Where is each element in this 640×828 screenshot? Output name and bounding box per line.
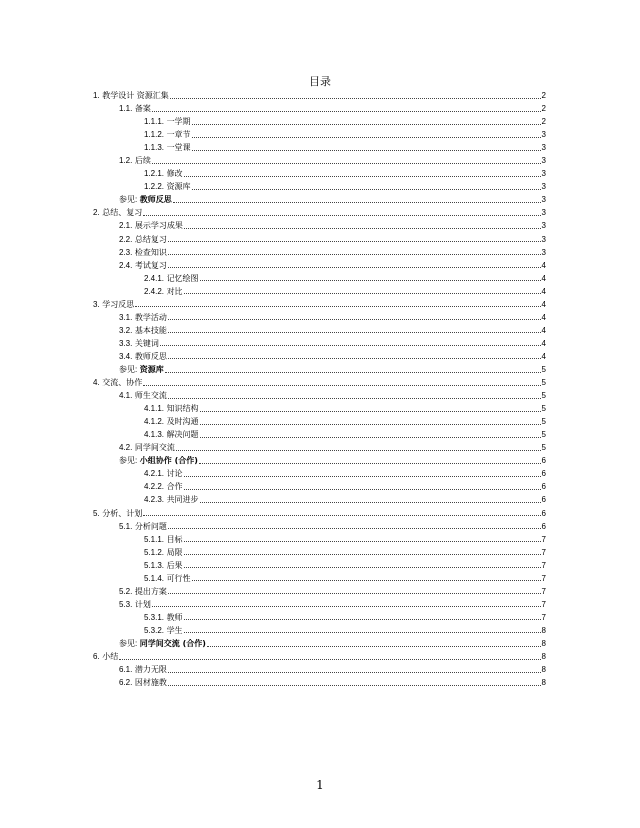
dot-leader [135, 305, 540, 307]
toc-entry[interactable] [93, 533, 546, 546]
toc-page-number: 3 [541, 156, 546, 166]
toc-entry-number: 5.3. [119, 599, 133, 609]
toc-entry-label [144, 611, 183, 624]
toc-entry-label [144, 115, 191, 128]
toc-page-number: 5 [541, 391, 546, 401]
dot-leader [184, 175, 541, 177]
dot-leader [200, 423, 541, 425]
toc-page-number: 4 [541, 286, 546, 296]
toc-entry-number: 4.2.1. [144, 469, 165, 479]
dot-leader [200, 501, 541, 503]
toc-page-number: 2 [541, 117, 546, 127]
toc-entry-text: 分析问题 [134, 521, 167, 531]
dot-leader [168, 331, 541, 333]
toc-entry-text: 讨论 [166, 469, 183, 479]
toc-entry[interactable] [93, 650, 546, 663]
toc-entry-number: 2. [93, 208, 100, 218]
toc-see-also-entry[interactable] [93, 193, 546, 206]
toc-entry[interactable] [93, 676, 546, 689]
toc-entry[interactable] [93, 246, 546, 259]
dot-leader [176, 449, 541, 451]
dot-leader [184, 540, 541, 542]
toc-entry[interactable] [93, 350, 546, 363]
toc-entry-text: 对比 [166, 286, 183, 296]
toc-entry-number: 5.1.3. [144, 560, 165, 570]
toc-entry-label [144, 285, 183, 298]
toc-entry-number: 6.2. [119, 678, 133, 688]
toc-entry-number: 2.3. [119, 247, 133, 257]
toc-entry[interactable] [93, 585, 546, 598]
toc-page-number: 7 [541, 599, 546, 609]
toc-page-number: 6 [541, 482, 546, 492]
toc-entry-number: 1.1.3. [144, 143, 165, 153]
toc-entry-label [119, 324, 167, 337]
toc-entry-label [119, 233, 167, 246]
toc-entry-number: 1.2.2. [144, 182, 165, 192]
toc-entry-text: 备案 [134, 104, 151, 114]
toc-entry-number: 4.1.2. [144, 417, 165, 427]
toc-page-number: 3 [541, 182, 546, 192]
see-also-target: 同学间交流 (合作) [139, 638, 206, 648]
toc-entry[interactable] [93, 559, 546, 572]
toc-entry-text: 局限 [166, 547, 183, 557]
toc-entry[interactable] [93, 402, 546, 415]
dot-leader [152, 605, 541, 607]
toc-page-number: 7 [541, 534, 546, 544]
toc-entry-text: 教学设计 资源汇集 [102, 91, 169, 100]
toc-entry-number: 5.2. [119, 586, 133, 596]
toc-page-number: 4 [541, 299, 546, 309]
toc-entry-number: 5. [93, 508, 100, 518]
dot-leader [184, 488, 541, 490]
toc-entry[interactable] [93, 546, 546, 559]
toc-entry-text: 资源库 [166, 182, 191, 192]
toc-entry-label [93, 376, 142, 389]
toc-entry-label [119, 663, 167, 676]
page-number: 1 [316, 778, 324, 792]
toc-entry-number: 3. [93, 299, 100, 309]
toc-entry-label [144, 572, 191, 585]
toc-entry-number: 1. [93, 91, 100, 100]
toc-entry[interactable] [93, 624, 546, 637]
toc-page-number: 5 [541, 364, 546, 374]
toc-entry[interactable] [93, 520, 546, 533]
toc-entry-label [144, 180, 191, 193]
toc-entry-text: 因材施教 [134, 678, 167, 688]
dot-leader [200, 279, 541, 281]
toc-page-number: 6 [541, 456, 546, 466]
dot-leader [170, 97, 541, 99]
toc-entry[interactable] [93, 441, 546, 454]
toc-page-number: 8 [541, 678, 546, 688]
toc-page-number: 8 [541, 652, 546, 662]
toc-entry-number: 2.1. [119, 221, 133, 231]
toc-entry-label [144, 415, 199, 428]
toc-entry-text: 教师反思 [134, 351, 167, 361]
toc-entry[interactable] [93, 233, 546, 246]
toc-entry-number: 3.1. [119, 312, 133, 322]
toc-page-number: 3 [541, 247, 546, 257]
dot-leader [199, 462, 541, 464]
toc-entry-label [144, 167, 183, 180]
toc-entry-number: 5.1.2. [144, 547, 165, 557]
toc-page-number: 3 [541, 221, 546, 231]
toc-entry[interactable] [93, 572, 546, 585]
toc-entry-label [119, 389, 167, 402]
toc-entry-text: 一学期 [166, 117, 191, 127]
toc-entry-text: 提出方案 [134, 586, 167, 596]
toc-list [93, 89, 546, 689]
toc-entry[interactable] [93, 324, 546, 337]
toc-entry[interactable] [93, 389, 546, 402]
toc-entry-text: 知识结构 [166, 404, 199, 414]
toc-entry-text: 一堂课 [166, 143, 191, 153]
toc-entry[interactable] [93, 337, 546, 350]
toc-entry-label [144, 272, 199, 285]
toc-entry-label [144, 402, 199, 415]
toc-entry-label [119, 454, 198, 467]
dot-leader [184, 631, 541, 633]
toc-entry-label [119, 219, 183, 232]
dot-leader [152, 162, 541, 164]
toc-title: 目录 [309, 75, 331, 88]
toc-page-number: 3 [541, 234, 546, 244]
toc-entry[interactable] [93, 428, 546, 441]
toc-entry-text: 一章节 [166, 130, 191, 140]
toc-page-number: 3 [541, 208, 546, 218]
dot-leader [207, 645, 541, 647]
toc-page-number: 6 [541, 521, 546, 531]
toc-entry-label [93, 89, 169, 102]
toc-entry-label [144, 428, 199, 441]
toc-entry-number: 1.2. [119, 156, 133, 166]
dot-leader [184, 292, 541, 294]
see-also-target: 教师反思 [139, 195, 172, 205]
toc-entry-text: 潜力无限 [134, 665, 167, 675]
toc-entry-text: 检查知识 [134, 247, 167, 257]
toc-entry-label [93, 206, 142, 219]
dot-leader [152, 110, 541, 112]
toc-page-number: 5 [541, 404, 546, 414]
toc-entry-label [144, 480, 183, 493]
toc-page-number: 6 [541, 508, 546, 518]
toc-entry[interactable] [93, 298, 546, 311]
toc-see-also-entry[interactable] [93, 363, 546, 376]
toc-page-number: 3 [541, 195, 546, 205]
toc-entry-label [144, 467, 183, 480]
toc-page-number: 4 [541, 312, 546, 322]
toc-entry[interactable] [93, 415, 546, 428]
dot-leader [192, 123, 541, 125]
toc-entry-number: 6.1. [119, 665, 133, 675]
toc-entry-text: 计划 [134, 599, 151, 609]
dot-leader [192, 149, 541, 151]
toc-entry[interactable] [93, 507, 546, 520]
dot-leader [168, 592, 541, 594]
toc-entry-label [119, 259, 167, 272]
toc-entry-text: 展示学习成果 [134, 221, 183, 231]
toc-entry-label [119, 585, 167, 598]
toc-entry-label [119, 350, 167, 363]
toc-page-number: 4 [541, 273, 546, 283]
toc-entry-number: 5.3.1. [144, 612, 165, 622]
toc-entry-number: 2.4.2. [144, 286, 165, 296]
toc-entry-text: 后续 [134, 156, 151, 166]
toc-entry-number: 4.2. [119, 443, 133, 453]
dot-leader [192, 188, 541, 190]
dot-leader [200, 436, 541, 438]
toc-entry-number: 4.1.1. [144, 404, 165, 414]
toc-entry-text: 共同进步 [166, 495, 199, 505]
toc-page-number: 3 [541, 143, 546, 153]
toc-entry[interactable] [93, 115, 546, 128]
dot-leader [184, 566, 541, 568]
toc-entry-label [93, 298, 134, 311]
toc-entry-text: 关键词 [134, 338, 159, 348]
toc-page-number: 3 [541, 169, 546, 179]
toc-entry[interactable] [93, 467, 546, 480]
toc-entry[interactable] [93, 89, 546, 102]
toc-entry-label [119, 102, 151, 115]
toc-entry[interactable] [93, 206, 546, 219]
dot-leader [184, 227, 541, 229]
toc-entry-text: 修改 [166, 169, 183, 179]
toc-entry-number: 2.4. [119, 260, 133, 270]
toc-entry-label [93, 507, 142, 520]
toc-entry-text: 考试复习 [134, 260, 167, 270]
dot-leader [143, 384, 540, 386]
toc-entry-text: 分析、计划 [102, 508, 143, 518]
toc-page-number: 8 [541, 638, 546, 648]
toc-entry[interactable] [93, 219, 546, 232]
toc-entry[interactable] [93, 141, 546, 154]
dot-leader [184, 618, 541, 620]
dot-leader [168, 397, 541, 399]
toc-entry-number: 1.1. [119, 104, 133, 114]
toc-page-number: 7 [541, 573, 546, 583]
toc-entry-number: 4.1.3. [144, 430, 165, 440]
toc-entry-text: 学习反思 [102, 299, 135, 309]
toc-entry-text: 总结复习 [134, 234, 167, 244]
toc-entry-label [119, 637, 206, 650]
toc-entry[interactable] [93, 154, 546, 167]
toc-entry-number: 1.1.1. [144, 117, 165, 127]
toc-page-number: 2 [541, 104, 546, 114]
toc-entry-text: 基本技能 [134, 325, 167, 335]
toc-entry-label [119, 598, 151, 611]
toc-entry[interactable] [93, 480, 546, 493]
dot-leader [184, 553, 541, 555]
dot-leader [168, 671, 541, 673]
toc-entry-number: 5.1. [119, 521, 133, 531]
see-also-prefix: 参见: [119, 638, 138, 648]
toc-entry[interactable] [93, 128, 546, 141]
toc-entry-label [144, 141, 191, 154]
toc-entry-text: 学生 [166, 625, 183, 635]
toc-entry[interactable] [93, 285, 546, 298]
toc-entry-text: 目标 [166, 534, 183, 544]
toc-page-number: 3 [541, 130, 546, 140]
toc-see-also-entry[interactable] [93, 454, 546, 467]
toc-see-also-entry[interactable] [93, 637, 546, 650]
toc-entry[interactable] [93, 376, 546, 389]
toc-entry[interactable] [93, 493, 546, 506]
toc-entry[interactable] [93, 259, 546, 272]
toc-entry-text: 总结、复习 [102, 208, 143, 218]
toc-entry-number: 4.1. [119, 391, 133, 401]
toc-entry-label [144, 533, 183, 546]
toc-entry-label [144, 493, 199, 506]
toc-entry-number: 5.1.1. [144, 534, 165, 544]
toc-entry-label [119, 363, 164, 376]
toc-entry-label [119, 676, 167, 689]
toc-entry-label [144, 546, 183, 559]
toc-page-number: 7 [541, 586, 546, 596]
toc-entry-number: 3.3. [119, 338, 133, 348]
toc-entry-label [119, 193, 172, 206]
dot-leader [165, 371, 541, 373]
toc-entry-label [93, 650, 118, 663]
toc-entry-number: 2.2. [119, 234, 133, 244]
toc-entry-text: 教学活动 [134, 312, 167, 322]
toc-entry-label [144, 559, 183, 572]
toc-entry-text: 合作 [166, 482, 183, 492]
dot-leader [168, 684, 541, 686]
see-also-target: 小组协作 (合作) [139, 456, 198, 466]
toc-entry[interactable] [93, 102, 546, 115]
toc-page-number: 2 [541, 91, 546, 100]
toc-page-number: 7 [541, 560, 546, 570]
toc-entry-label [119, 337, 159, 350]
toc-entry-label [144, 128, 191, 141]
toc-entry-number: 3.2. [119, 325, 133, 335]
dot-leader [143, 214, 540, 216]
toc-page-number: 7 [541, 547, 546, 557]
toc-page-number: 4 [541, 338, 546, 348]
dot-leader [168, 240, 541, 242]
toc-entry-text: 及时沟通 [166, 417, 199, 427]
dot-leader [168, 253, 541, 255]
toc-entry-number: 4.2.2. [144, 482, 165, 492]
toc-entry-text: 交流、协作 [102, 378, 143, 388]
dot-leader [168, 266, 541, 268]
toc-entry-text: 师生交流 [134, 391, 167, 401]
toc-entry[interactable] [93, 167, 546, 180]
toc-entry-number: 2.4.1. [144, 273, 165, 283]
toc-entry-label [119, 311, 167, 324]
toc-page-number: 8 [541, 625, 546, 635]
toc-entry-number: 5.3.2. [144, 625, 165, 635]
toc-entry-text: 记忆绘图 [166, 273, 199, 283]
toc-page-number: 4 [541, 325, 546, 335]
toc-entry-label [119, 246, 167, 259]
dot-leader [168, 527, 541, 529]
dot-leader [119, 658, 540, 660]
toc-entry-number: 1.1.2. [144, 130, 165, 140]
toc-entry-number: 5.1.4. [144, 573, 165, 583]
dot-leader [143, 514, 540, 516]
toc-page-number: 4 [541, 260, 546, 270]
toc-page-number: 6 [541, 469, 546, 479]
toc-page-number: 5 [541, 443, 546, 453]
see-also-prefix: 参见: [119, 195, 138, 205]
dot-leader [168, 318, 541, 320]
toc-entry-number: 1.2.1. [144, 169, 165, 179]
toc-entry[interactable] [93, 611, 546, 624]
toc-page-number: 7 [541, 612, 546, 622]
dot-leader [192, 136, 541, 138]
toc-entry-label [119, 520, 167, 533]
toc-page-number: 6 [541, 495, 546, 505]
toc-page-number: 4 [541, 351, 546, 361]
toc-entry[interactable] [93, 598, 546, 611]
see-also-target: 资源库 [139, 364, 164, 374]
toc-entry-number: 4.2.3. [144, 495, 165, 505]
toc-page-number: 5 [541, 430, 546, 440]
toc-entry-text: 解决问题 [166, 430, 199, 440]
toc-entry[interactable] [93, 311, 546, 324]
see-also-prefix: 参见: [119, 364, 138, 374]
see-also-prefix: 参见: [119, 456, 138, 466]
toc-entry-text: 同学间交流 [134, 443, 175, 453]
toc-entry-label [119, 154, 151, 167]
toc-page-number: 5 [541, 378, 546, 388]
toc-entry-text: 教师 [166, 612, 183, 622]
toc-entry[interactable] [93, 272, 546, 285]
dot-leader [168, 357, 541, 359]
toc-entry-number: 3.4. [119, 351, 133, 361]
toc-entry[interactable] [93, 180, 546, 193]
toc-entry-text: 后果 [166, 560, 183, 570]
toc-page-number: 8 [541, 665, 546, 675]
dot-leader [200, 410, 541, 412]
dot-leader [184, 475, 541, 477]
toc-entry-text: 小结 [102, 652, 119, 662]
dot-leader [160, 344, 541, 346]
toc-entry-text: 可行性 [166, 573, 191, 583]
toc-page-number: 5 [541, 417, 546, 427]
toc-entry-number: 6. [93, 652, 100, 662]
toc-entry-label [119, 441, 175, 454]
toc-entry-label [144, 624, 183, 637]
toc-entry-number: 4. [93, 378, 100, 388]
dot-leader [192, 579, 541, 581]
toc-entry[interactable] [93, 663, 546, 676]
dot-leader [173, 201, 541, 203]
